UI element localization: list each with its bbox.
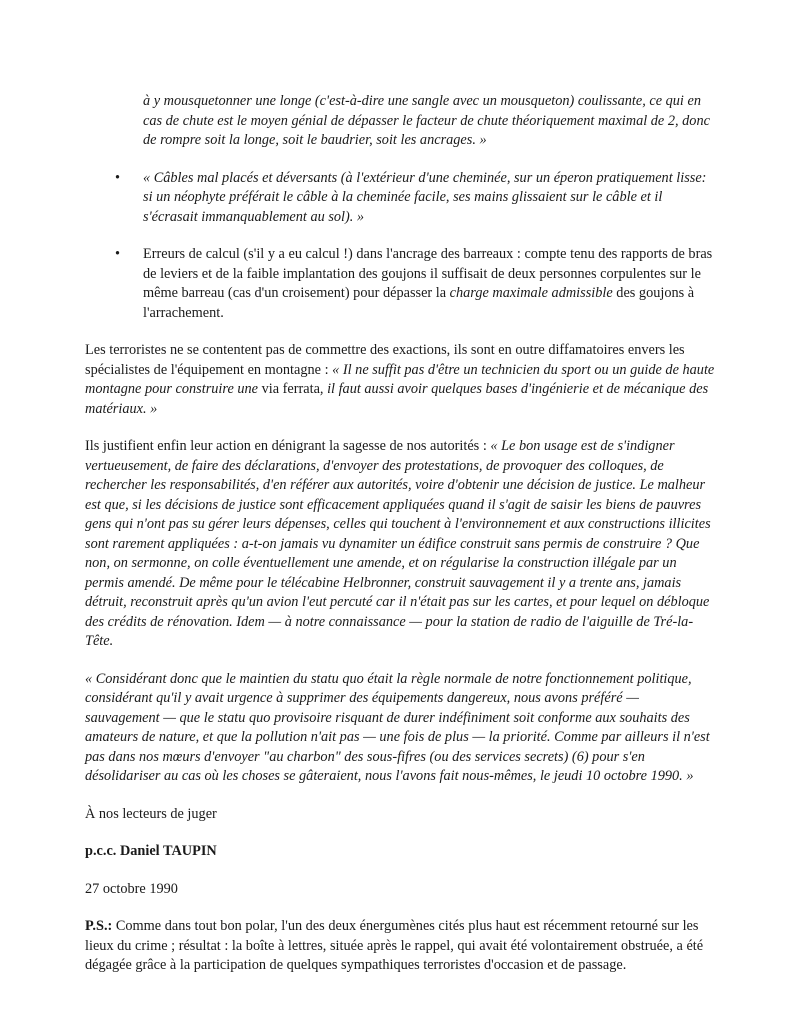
paragraph-diffamation bbox=[85, 341, 715, 419]
bullet-text-calcul-emphasis: charge maximale admissible bbox=[449, 285, 613, 301]
postscript bbox=[85, 917, 715, 976]
bullet-item-calcul bbox=[85, 245, 715, 323]
bullet-icon: • bbox=[115, 246, 121, 262]
signature: p.c.c. Daniel TAUPIN bbox=[85, 843, 217, 859]
postscript-label: P.S.: bbox=[85, 918, 113, 934]
paragraph-autorites-intro: Ils justifient enfin leur action en dénigrant la sagesse de nos autorités : bbox=[85, 438, 491, 454]
paragraph-diffamation-intro: Les terroristes ne se contentent pas de commettre des exactions, ils sont en outre diffamatoires envers les spécialistes de l'équipement en montagne : bbox=[85, 342, 685, 378]
paragraph-autorites-quote: « Le bon usage est de s'indigner vertueusement, de faire des déclarations, d'envoyer des protestations, de provoquer des colloques, de rechercher les responsabilités, d'en référer aux autorités, voire d'obtenir une décision de justice. Le malheur est que, si les décisions de justice sont efficacement appliquées quand il s'agit de saisir les biens de pauvres gens qui n'ont pas su gérer leurs dépenses, celles qui touchent à l'environnement et aux constructions illicites sont rarement appliquées : a-t-on jamais vu dynamiter un édifice construit sans permis de construire ? Que non, on sermonne, on colle éventuellement une amende, et on régularise la construction illégale par un permis amendé. De même pour le télécabine Helbronner, construit sauvagement il y a trente ans, jamais détruit, reconstruit après qu'un avion l'eut percuté car il n'était pas sur les cartes, et pour lequel on débloque des crédits de rénovation. Idem — à notre connaissance — pour la station de radio de l'aiguille de Tré-la-Tête. bbox=[85, 438, 711, 649]
quote-continuation: à y mousquetonner une longe (c'est-à-dire une sangle avec un mousqueton) coulissante, ce qui en cas de chute est le moyen génial de dépasser le facteur de chute théoriquement maximal de 2, donc de rompre soit la longe, soit le baudrier, soit les ancrages. » bbox=[143, 93, 710, 148]
bullet-list bbox=[85, 169, 715, 324]
bullet-text-calcul-end: des goujons à l'arrachement. bbox=[143, 285, 695, 321]
closing-line: À nos lecteurs de juger bbox=[85, 805, 217, 822]
bullet-text-cables: « Câbles mal placés et déversants (à l'extérieur d'une cheminée, sur un éperon pratiquement lisse: si un néophyte préférait le câble à la cheminée facile, ses mains glissaient sur le câble et il s'écrasait immanquablement au sol). » bbox=[143, 169, 707, 225]
document-page bbox=[85, 92, 715, 994]
bullet-item-cables bbox=[85, 169, 715, 228]
paragraph-autorites bbox=[85, 437, 715, 652]
bullet-text-calcul-start: Erreurs de calcul (s'il y a eu calcul !) dans l'ancrage des barreaux : compte tenu des rapports de bras de leviers et de la faible implantation des goujons il suffisait de deux personnes corpulentes sur le même barreau (cas d'un croisement) pour dépasser la bbox=[143, 246, 713, 301]
bullet-icon: • bbox=[115, 169, 121, 186]
paragraph-diffamation-via: via ferrata bbox=[261, 381, 320, 397]
postscript-text: Comme dans tout bon polar, l'un des deux énergumènes cités plus haut est récemment retourné sur les lieux du crime ; résultat : la boîte à lettres, située après le rappel, qui avait été volontairement obstruée, a été dégagée grâce à la participation de quelques sympathiques terroristes d'occasion et de passage. bbox=[85, 918, 704, 973]
paragraph-considerant: « Considérant donc que le maintien du statu quo était la règle normale de notre fonctionnement politique, considérant qu'il y avait urgence à supprimer des équipements dangereux, nous avons préféré — sauvagement — que le statu quo provisoire risquant de durer indéfiniment soit conforme aux souhaits des amateurs de nature, et que la pollution n'ait pas — une fois de plus — la priorité. Comme par ailleurs il n'est pas dans nos mœurs d'envoyer "au charbon" des sous-fifres (ou des services secrets) (6) pour s'en désolidariser au cas où les choses se gâteraient, nous l'avons fait nous-mêmes, le jeudi 10 octobre 1990. » bbox=[85, 670, 710, 784]
date-line: 27 octobre 1990 bbox=[85, 880, 178, 897]
paragraph-diffamation-quote-b: , il faut aussi avoir quelques bases d'ingénierie et de mécanique des matériaux. » bbox=[85, 381, 709, 417]
paragraph-diffamation-quote-a: « Il ne suffit pas d'être un technicien du sport ou un guide de haute montagne pour construire une bbox=[85, 361, 715, 397]
